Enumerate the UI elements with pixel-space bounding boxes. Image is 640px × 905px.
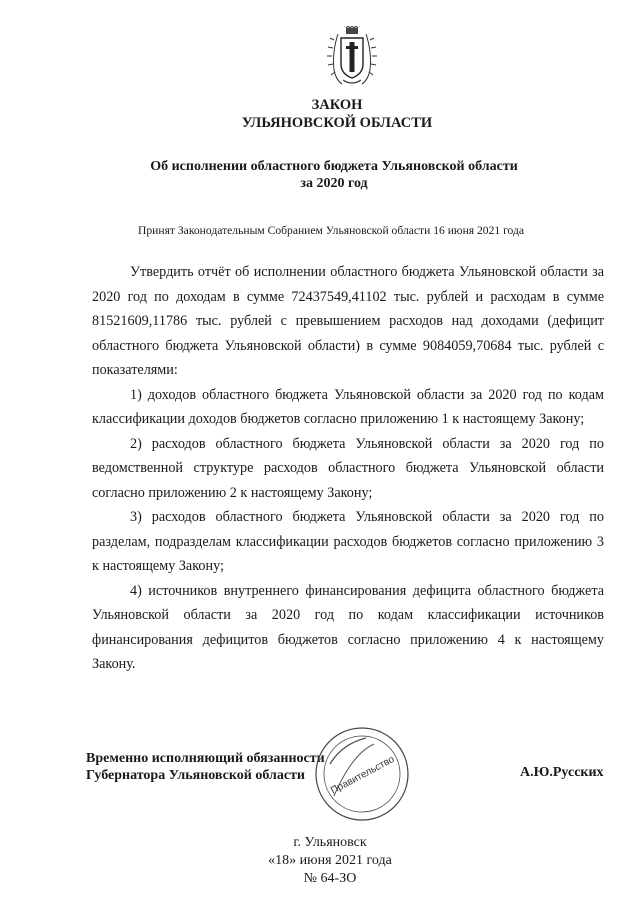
- law-subject: [0, 158, 640, 192]
- doc-type: ЗАКОН: [311, 97, 363, 113]
- item-1: 1) доходов областного бюджета Ульяновской области за 2020 год по кодам классификации доходов бюджетов согласно приложению 1 к настоящему Закону;: [92, 386, 604, 427]
- region-name: УЛЬЯНОВСКОЙ ОБЛАСТИ: [241, 115, 433, 131]
- law-title: [0, 96, 640, 132]
- official-seal-icon: [312, 724, 412, 824]
- coat-of-arms-icon: [316, 26, 388, 88]
- signatory-position: [86, 750, 325, 784]
- signing-city: г. Ульяновск: [293, 835, 367, 850]
- law-body: [92, 260, 604, 677]
- position-line-1: Временно исполняющий обязанности: [86, 751, 325, 766]
- intro-paragraph: Утвердить отчёт об исполнении областного бюджета Ульяновской области за 2020 год по доходам в сумме 72437549,41102 тыс. рублей и расходам в сумме 81521609,11786 тыс. рублей с превышением расходов над доходами (дефицит областного бюджета Ульяновской области) в сумме 9084059,70684 тыс. рублей с показателями:: [92, 264, 604, 378]
- subject-line-1: Об исполнении областного бюджета Ульяновской области: [150, 159, 518, 174]
- adoption-note: Принят Законодательным Собранием Ульяновской области 16 июня 2021 года: [138, 224, 525, 237]
- subject-line-2: за 2020 год: [300, 176, 368, 191]
- seal-text: Правительство: [329, 753, 397, 797]
- signing-details: [0, 834, 640, 888]
- item-3: 3) расходов областного бюджета Ульяновской области за 2020 год по разделам, подразделам классификации расходов бюджетов согласно приложению 3 к настоящему Закону;: [92, 509, 604, 574]
- item-4: 4) источников внутреннего финансирования дефицита областного бюджета Ульяновской области за 2020 год по кодам классификации источников финансирования дефицитов бюджетов согласно приложению 4 к настоящему Закону.: [92, 582, 604, 672]
- signatory-name: А.Ю.Русских: [520, 765, 604, 780]
- item-2: 2) расходов областного бюджета Ульяновской области за 2020 год по ведомственной структуре расходов областного бюджета Ульяновской области согласно приложению 2 к настоящему Закону;: [92, 435, 604, 501]
- law-number: № 64-ЗО: [303, 871, 357, 886]
- position-line-2: Губернатора Ульяновской области: [86, 768, 305, 783]
- signing-date: «18» июня 2021 года: [268, 853, 392, 868]
